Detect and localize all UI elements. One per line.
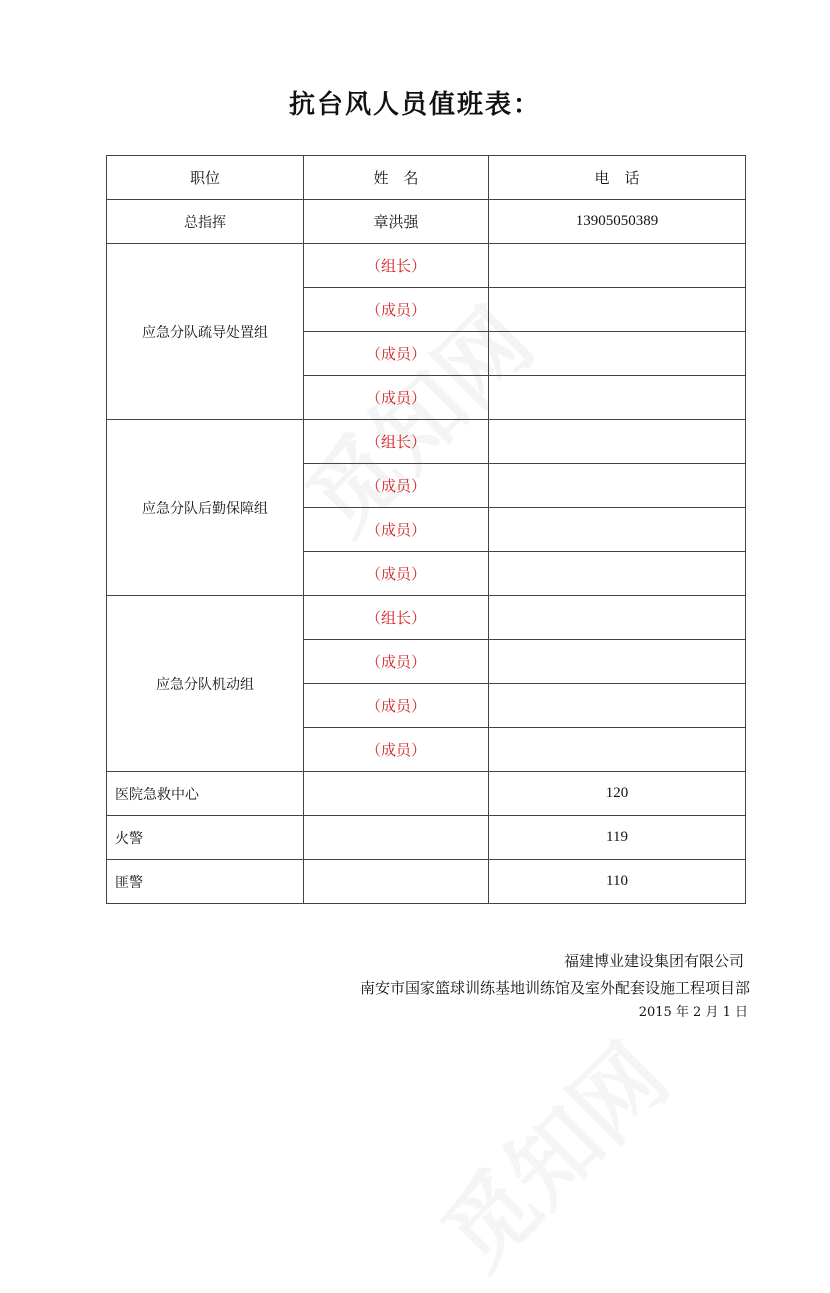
role-cell: （成员） [304, 508, 489, 552]
phone-cell [489, 552, 746, 596]
role-cell: （组长） [304, 596, 489, 640]
table-row [107, 420, 746, 464]
phone-cell [489, 684, 746, 728]
role-cell: （成员） [304, 640, 489, 684]
phone-cell [489, 596, 746, 640]
role-cell: （成员） [304, 728, 489, 772]
phone-cell [489, 464, 746, 508]
group-name: 应急分队后勤保障组 [107, 420, 304, 596]
table-row-commander [107, 200, 746, 244]
document-date: 2015 年 2 月 1 日 [638, 1005, 748, 1020]
project-name: 南安市国家篮球训练基地训练馆及室外配套设施工程项目部 [359, 979, 750, 997]
emergency-label: 匪警 [107, 860, 304, 904]
phone-cell [489, 376, 746, 420]
name-cell [304, 772, 489, 816]
name-cell [304, 816, 489, 860]
phone-cell [489, 244, 746, 288]
role-cell: （成员） [304, 684, 489, 728]
phone-cell [489, 420, 746, 464]
group-name: 应急分队疏导处置组 [107, 244, 304, 420]
header-phone: 电 话 [489, 156, 746, 200]
group-name: 应急分队机动组 [107, 596, 304, 772]
phone-cell [489, 332, 746, 376]
duty-table [106, 155, 746, 904]
table-row-emergency [107, 860, 746, 904]
table-row [107, 244, 746, 288]
role-cell: （组长） [304, 244, 489, 288]
emergency-label: 医院急救中心 [107, 772, 304, 816]
phone-cell [489, 288, 746, 332]
name-cell [304, 860, 489, 904]
table-row-emergency [107, 816, 746, 860]
phone-cell [489, 728, 746, 772]
commander-position: 总指挥 [107, 200, 304, 244]
role-cell: （组长） [304, 420, 489, 464]
role-cell: （成员） [304, 464, 489, 508]
table-row [107, 596, 746, 640]
role-cell: （成员） [304, 288, 489, 332]
watermark [409, 989, 692, 1272]
header-name: 姓 名 [304, 156, 489, 200]
table-row-emergency [107, 772, 746, 816]
role-cell: （成员） [304, 376, 489, 420]
commander-name: 章洪强 [304, 200, 489, 244]
table-header-row [107, 156, 746, 200]
emergency-number: 119 [489, 816, 746, 860]
page-title: 抗台风人员值班表： [288, 90, 541, 120]
emergency-number: 120 [489, 772, 746, 816]
role-cell: （成员） [304, 332, 489, 376]
company-name: 福建博业建设集团有限公司 [563, 952, 744, 970]
emergency-number: 110 [489, 860, 746, 904]
header-position: 职位 [107, 156, 304, 200]
role-cell: （成员） [304, 552, 489, 596]
phone-cell [489, 508, 746, 552]
commander-phone: 13905050389 [489, 200, 746, 244]
phone-cell [489, 640, 746, 684]
emergency-label: 火警 [107, 816, 304, 860]
